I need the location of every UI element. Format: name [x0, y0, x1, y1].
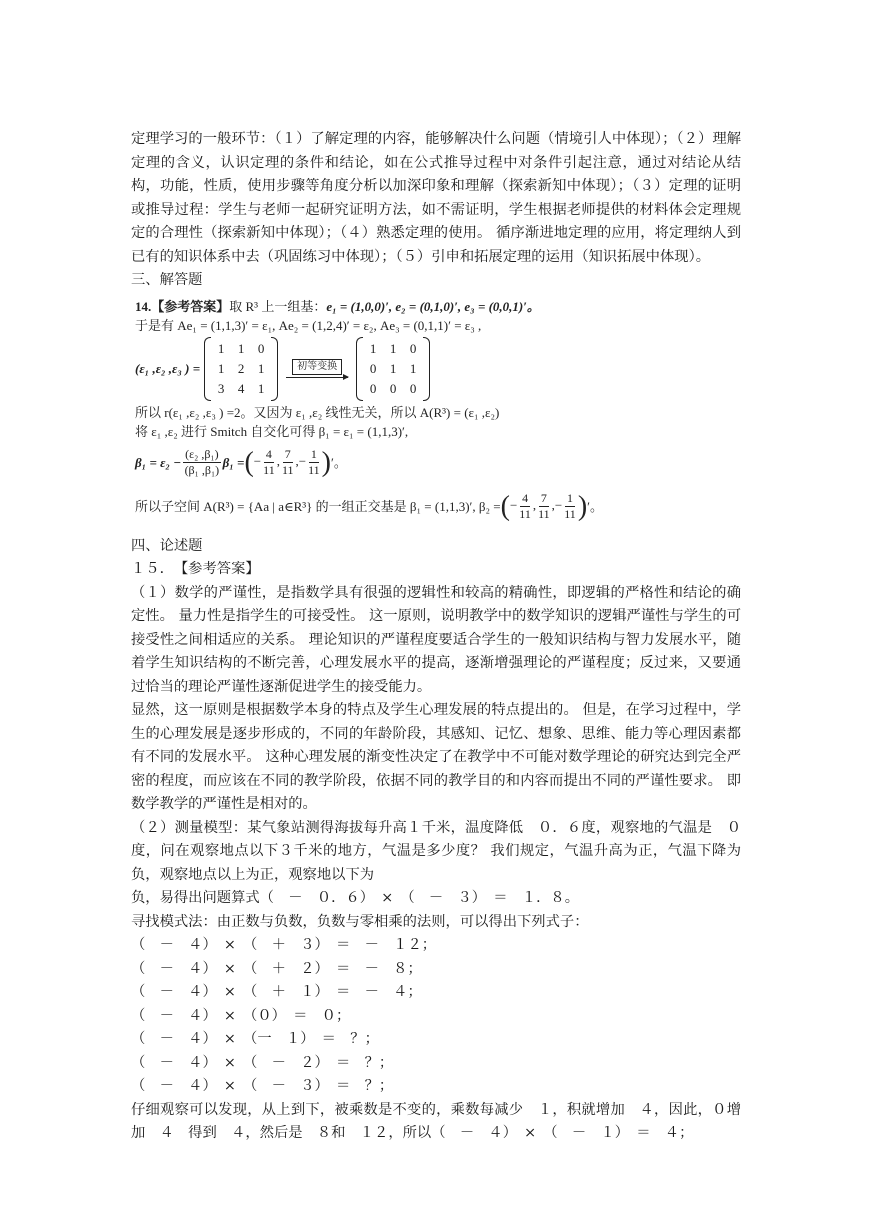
- q14-line-rank: [135, 403, 741, 422]
- paragraph-pattern-method: 寻找模式法：由正数与负数，负数与零相乘的法则，可以得出下列式子：: [131, 913, 589, 930]
- beta-vector: − $\frac{4}{11}$ , $\frac{7}{11}$ ,− $\frac{1}{11}$: [253, 447, 320, 477]
- q14-line-orthogonalize: [135, 422, 741, 441]
- q14-line-basis: [135, 297, 741, 316]
- matrix-original-cell: 1: [257, 360, 265, 376]
- paragraph-theorem-learning: 定理学习的一般环节：（１）了解定理的内容，能够解决什么问题（情境引人中体现）；（２）理解定理的含义，认识定理的条件和结论，如在公式推导过程中对条件引起注意，通过对结论从结构，功能，性质，使用步骤等角度分析以加深印象和理解（探索新知中体现）；（３）定理的证明或推导过程：学生与老师一起研究证明方法，如不需证明，学生根据老师提供的材料体会定理规定的合理性（探索新知中体现）；（４）熟悉定理的使用。 循序渐进地定理的应用，将定理纳人到已有的知识体系中去（巩固练习中体现）；（５）引申和拓展定理的运用（知识拓展中体现）。: [131, 131, 741, 265]
- q14-line-images: [135, 316, 741, 335]
- arrow-label: 初等变换: [292, 359, 342, 375]
- vector-component: $\frac{4}{11}$: [263, 447, 275, 477]
- matrix-reduced-cell: 1: [409, 360, 417, 376]
- q14-orthogonalize-text: 将 ε₁ ,ε₂ 进行 Smitch 自交化可得 β₁ = ε₁ = (1,1,3)′,: [135, 423, 409, 439]
- q14-matrix-lhs: (ε₁ ,ε₂ ,ε₃ ) =: [135, 361, 201, 376]
- matrix-original-cell: 4: [237, 380, 245, 396]
- question-14-solution: [131, 297, 741, 529]
- matrix-reduced-cell: 0: [369, 380, 377, 396]
- paragraph-closing: 仔细观察可以发现，从上到下，被乘数是不变的，乘数每减少 １，积就增加 ４，因此，０增加 ４ 得到 ４，然后是 ８和 １２，所以（ － ４） × （ － １） ＝ ４；: [131, 1101, 741, 1141]
- matrix-reduced-cell: 0: [409, 340, 417, 356]
- q14-beta-prefix: β₁ = ε₂ −: [135, 455, 182, 470]
- matrix-reduced-cell: 0: [409, 380, 417, 396]
- q14-line-matrix: [135, 335, 741, 403]
- q14-beta-suffix: ′。: [331, 455, 347, 470]
- matrix-reduced: [356, 337, 430, 401]
- matrix-original-cell: 2: [237, 360, 245, 376]
- q14-basis-result: 所以子空间 A(R³) = {Aa | a∈R³} 的一组正交基是 β₁ = (1,1,3)′, β₂ =: [135, 499, 501, 514]
- matrix-original-cell: 0: [257, 340, 265, 356]
- question-15-label: １５． 【参考答案】: [131, 561, 260, 577]
- matrix-original-cell: 1: [217, 340, 225, 356]
- q14-images-text: 于是有 Ae₁ = (1,1,3)′ = ε₁, Ae₂ = (1,2,4)′ = ε₂, Ae₃ = (0,1,1)′ = ε₃ ,: [135, 317, 482, 333]
- matrix-reduced-cell: 0: [389, 380, 397, 396]
- beta2-vector: − $\frac{4}{11}$ , $\frac{7}{11}$ ,− $\frac{1}{11}$: [509, 491, 576, 521]
- fraction-numerator: (ε₂ ,β₁): [185, 447, 219, 461]
- paragraph-measurement-model: （２）测量模型：某气象站测得海拔每升高１千米，温度降低 ０．６度，观察地的气温是 ０度，问在观察地点以下３千米的地方，气温是多少度？ 我们规定，气温升高为正，气温下降为负，观察地点以上为正，观察地以下为: [131, 819, 741, 883]
- q14-basis-suffix: ′。: [587, 499, 603, 514]
- equation-line: （ － ４） × （ ＋ １） ＝ － ４；: [131, 984, 422, 1000]
- equation-line: （ － ４） × （ － ２） ＝ ？；: [131, 1054, 394, 1071]
- document-body: [131, 128, 741, 1146]
- q14-label: 14.【参考答案】: [135, 298, 230, 314]
- equation-line: （ － ４） × （一 １） ＝ ？；: [131, 1031, 379, 1047]
- matrix-reduced-cell: 0: [369, 360, 377, 376]
- matrix-reduced-cell: 1: [389, 360, 397, 376]
- inner-product-fraction: [183, 447, 221, 478]
- q14-basis-prefix: 取 R³ 上一组基：: [229, 298, 327, 314]
- vector-component: $\frac{7}{11}$: [538, 491, 550, 521]
- paragraph-rigor-principle: （１）数学的严谨性，是指数学具有很强的逻辑性和较高的精确性，即逻辑的严格性和结论的确定性。 量力性是指学生的可接受性。 这一原则，说明教学中的数学知识的逻辑严谨性与学生的可接受性之间相适应的关系。 理论知识的严谨程度要适合学生的一般知识结构与智力发展水平，随着学生知识结构的不断完善，心理发展水平的提高，逐渐增强理论的严谨程度；反过来，又要通过恰当的理论严谨性逐渐促进学生的接受能力。: [131, 584, 741, 695]
- q14-rank-text: 所以 r(ε₁ ,ε₂ ,ε₃ ) =2。又因为 ε₁ ,ε₂ 线性无关，所以 A(R³) = (ε₁ ,ε₂): [135, 404, 500, 420]
- section-heading-answer-questions: 三、解答题: [131, 272, 203, 288]
- matrix-original-cell: 1: [257, 380, 265, 396]
- matrix-reduced-cell: 1: [369, 340, 377, 356]
- vector-component: $\frac{7}{11}$: [281, 447, 294, 477]
- vector-component: $\frac{1}{11}$: [564, 491, 576, 521]
- matrix-reduced-cell: 1: [389, 340, 397, 356]
- paragraph-psychology: 显然，这一原则是根据数学本身的特点及学生心理发展的特点提出的。 但是，在学习过程中，学生的心理发展是逐步形成的，不同的年龄阶段，其感知、记忆、想象、思维、能力等心理因素都有不同的发展水平。 这种心理发展的渐变性决定了在教学中不可能对数学理论的研究达到完全严密的程度，而应该在不同的教学阶段，依据不同的教学目的和内容而提出不同的严谨性要求。 即数学教学的严谨性是相对的。: [131, 702, 741, 812]
- equation-line: （ － ４） × （ ＋ ２） ＝ － ８；: [131, 960, 422, 977]
- fraction-denominator: (β₁ ,β₁): [184, 463, 220, 477]
- vector-component: $\frac{4}{11}$: [519, 491, 531, 521]
- matrix-original: [204, 337, 278, 401]
- matrix-original-cell: 1: [237, 340, 245, 356]
- equation-line: （ － ４） × （０） ＝ ０；: [131, 1007, 351, 1024]
- vector-component: $\frac{1}{11}$: [308, 447, 320, 477]
- q14-basis-vectors: e₁ = (1,0,0)′, e₂ = (0,1,0)′, e₃ = (0,0,1)′。: [326, 298, 540, 314]
- equation-line: （ － ４） × （ ＋ ３） ＝ － １２；: [131, 937, 437, 953]
- elementary-transform-arrow: [286, 359, 348, 378]
- q14-line-beta-formula: β₁ = ε₂ − $\frac{\text{(ε₂ ,β₁)}}{\text{(β₁ ,β₁)}}$ β₁ = ( − $\frac{4}{11}$ , $\frac{7}{11}$ ,− $\frac{1}{11}$ ) ′。: [135, 446, 347, 478]
- section-heading-essay-questions: 四、论述题: [131, 537, 203, 554]
- equation-line: （ － ４） × （ － ３） ＝ ？；: [131, 1078, 394, 1094]
- q14-beta-mid: β₁ =: [222, 455, 245, 470]
- paragraph-measurement-result: 负，易得出问题算式（ － ０．６） × （ － ３） ＝ １．８。: [131, 890, 580, 906]
- q14-line-orthogonal-basis: 所以子空间 A(R³) = {Aa | a∈R³} 的一组正交基是 β₁ = (1,1,3)′, β₂ = ( − $\frac{4}{11}$ , $\frac{7}{11}$ ,− $\frac{1}{11}$ ) ′。: [135, 490, 603, 522]
- matrix-original-cell: 3: [217, 380, 225, 396]
- matrix-original-cell: 1: [217, 360, 225, 376]
